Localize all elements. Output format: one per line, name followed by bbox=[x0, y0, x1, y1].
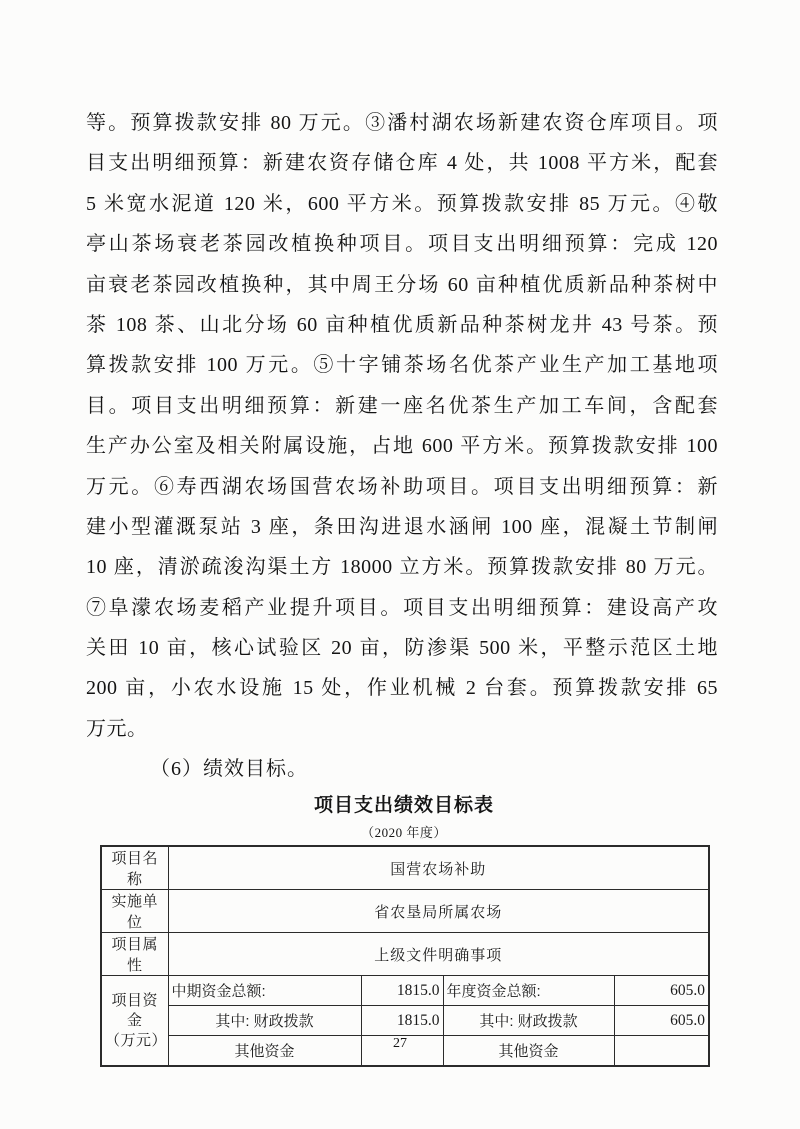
body-line: 等。预算拨款安排 80 万元。③潘村湖农场新建农资仓库项目。项 bbox=[86, 112, 718, 134]
midterm-other-label: 其他资金 bbox=[168, 1036, 361, 1067]
page-number: 27 bbox=[393, 1036, 407, 1051]
body-line: 200 亩，小农水设施 15 处，作业机械 2 台套。预算拨款安排 65 bbox=[86, 677, 718, 700]
body-line: 10 座，清淤疏浚沟渠土方 18000 立方米。预算拨款安排 80 万元。 bbox=[86, 556, 718, 579]
annual-total-label: 年度资金总额: bbox=[443, 976, 614, 1006]
body-line: 茶 108 茶、山北分场 60 亩种植优质新品种茶树龙井 43 号茶。预 bbox=[86, 313, 718, 336]
funding-row-fiscal bbox=[101, 1006, 709, 1036]
body-line: 目支出明细预算：新建农资存储仓库 4 处，共 1008 平方米，配套 bbox=[86, 152, 718, 175]
midterm-total-label: 中期资金总额: bbox=[168, 976, 361, 1006]
project-funding-label-line2: （万元） bbox=[105, 1031, 168, 1049]
midterm-total-value: 1815.0 bbox=[361, 976, 443, 1006]
table-row-project-attribute bbox=[101, 933, 709, 976]
midterm-fiscal-value: 1815.0 bbox=[361, 1006, 443, 1036]
annual-total-value: 605.0 bbox=[614, 976, 709, 1006]
implementing-unit-value: 省农垦局所属农场 bbox=[168, 890, 709, 933]
annual-other-label: 其他资金 bbox=[443, 1036, 614, 1067]
table-row-project-name bbox=[101, 846, 709, 890]
midterm-fiscal-label: 其中: 财政拨款 bbox=[168, 1006, 361, 1036]
body-line: 5 米宽水泥道 120 米，600 平方米。预算拨款安排 85 万元。④敬 bbox=[86, 192, 718, 215]
body-line: 目。项目支出明细预算：新建一座名优茶生产加工车间，含配套 bbox=[86, 394, 718, 417]
performance-target-table bbox=[100, 845, 710, 1067]
body-paragraph bbox=[86, 103, 718, 790]
project-attribute-label: 项目属性 bbox=[101, 933, 168, 976]
annual-fiscal-value: 605.0 bbox=[614, 1006, 709, 1036]
body-line: ⑦阜濛农场麦稻产业提升项目。项目支出明细预算：建设高产攻 bbox=[86, 596, 718, 619]
body-line: 亭山茶场衰老茶园改植换种项目。项目支出明细预算：完成 120 bbox=[86, 233, 718, 256]
table-row-implementing-unit bbox=[101, 890, 709, 933]
body-line: 生产办公室及相关附属设施，占地 600 平方米。预算拨款安排 100 bbox=[86, 435, 718, 458]
implementing-unit-label: 实施单位 bbox=[101, 890, 168, 933]
annual-fiscal-label: 其中: 财政拨款 bbox=[443, 1006, 614, 1036]
body-line: 关田 10 亩，核心试验区 20 亩，防渗渠 500 米，平整示范区土地 bbox=[86, 637, 718, 660]
body-line: 万元。 bbox=[86, 717, 148, 740]
project-funding-label bbox=[101, 976, 168, 1067]
body-line: 建小型灌溉泵站 3 座，条田沟进退水涵闸 100 座，混凝土节制闸 bbox=[86, 515, 718, 538]
project-name-label: 项目名称 bbox=[101, 846, 168, 890]
section-heading: （6）绩效目标。 bbox=[150, 758, 308, 781]
project-funding-label-line1: 项目资金 bbox=[111, 991, 158, 1029]
table-subtitle: （2020 年度） bbox=[361, 825, 447, 840]
project-name-value: 国营农场补助 bbox=[168, 846, 709, 890]
body-line: 亩衰老茶园改植换种，其中周王分场 60 亩种植优质新品种茶树中 bbox=[86, 273, 718, 296]
project-attribute-value: 上级文件明确事项 bbox=[168, 933, 709, 976]
body-line: 万元。⑥寿西湖农场国营农场补助项目。项目支出明细预算：新 bbox=[86, 475, 718, 498]
table-title: 项目支出绩效目标表 bbox=[313, 795, 494, 816]
funding-row-total bbox=[101, 976, 709, 1006]
body-line: 算拨款安排 100 万元。⑤十字铺茶场名优茶产业生产加工基地项 bbox=[86, 354, 718, 377]
